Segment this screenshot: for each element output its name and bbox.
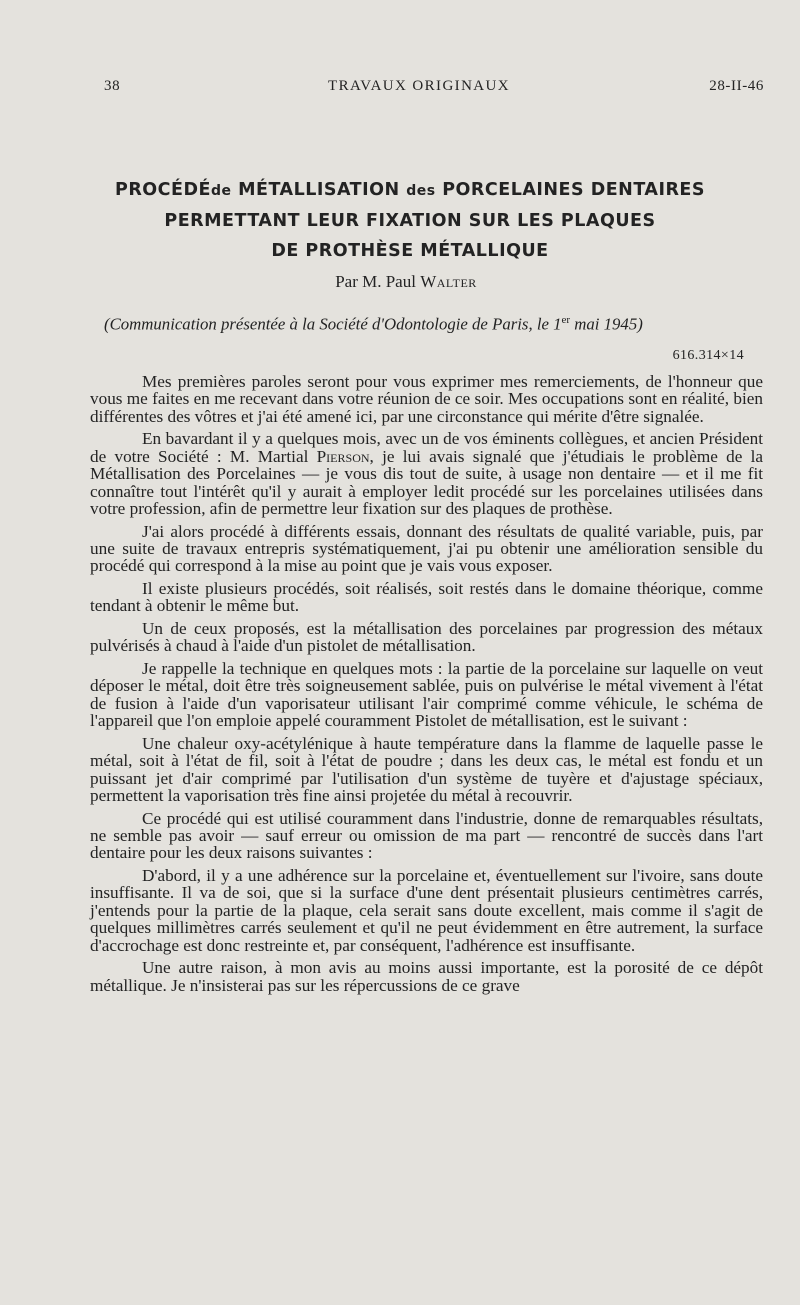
communication-note — [104, 314, 764, 335]
running-head-section: TRAVAUX ORIGINAUX — [328, 78, 511, 94]
paragraph-text: , je lui avais signalé que j'étudiais le problème de la Métallisation des Porcelaines — je vous dis tout de suite, à usage non dentaire — et il me fit connaître tout l'intérêt qu'il y aurait à employer ledit procédé sur les porcelaines utilisées dans votre profession, afin de permettre leur fixation sur des plaques de prothèse. — [90, 446, 764, 519]
title-line-2: PERMETTANT LEUR FIXATION SUR LES PLAQUES — [164, 211, 656, 231]
byline-prefix: Par M. Paul — [335, 272, 416, 291]
paragraph — [90, 430, 763, 517]
title-word: PROCÉDÉ — [115, 180, 211, 200]
person-name: Pierson — [316, 446, 370, 466]
running-head — [104, 78, 764, 95]
title-word: MÉTALLISATION — [238, 180, 400, 200]
paragraph-text: En bavardant il y a quelques mois, avec un de vos éminents collègues, et ancien Président de votre Société : M. Martial — [90, 429, 763, 466]
paragraph: Une autre raison, à mon avis au moins aussi importante, est la porosité de ce dépôt métallique. Je n'insisterai pas sur les répercussions de ce grave — [90, 958, 763, 995]
communication-text: (Communication présentée à la Société d'Odontologie de Paris, le 1 — [104, 314, 562, 334]
paragraph: Mes premières paroles seront pour vous exprimer mes remerciements, de l'honneur que vous me faites en me recevant dans votre réunion de ce soir. Mes occupations sont en réalité, bien différentes des vôtres et j'ai été amené ici, par une circonstance qui mérite d'être signalée. — [90, 372, 763, 426]
author-name: Walter — [420, 272, 477, 291]
paragraph: Je rappelle la technique en quelques mots : la partie de la porcelaine sur laquelle on veut déposer le métal, doit être très soigneusement sablée, puis on pulvérise le métal vivement à l'état de fusion à l'aide d'un vaporisateur utilisant l'air comprimé comme véhicule, le schéma de l'appareil que l'on emploie appelé couramment Pistolet de métallisation, est le suivant : — [90, 659, 763, 731]
paragraph: D'abord, il y a une adhérence sur la porcelaine et, éventuellement sur l'ivoire, sans doute insuffisante. Il va de soi, que si la surface d'une dent présentait plusieurs centimètres carrés, j'entends pour la partie de la plaque, cela serait sans doute excellent, mais comme il s'agit de quelques millimètres carrés seulement et qu'il ne peut évidemment en être autrement, la surface d'accrochage est donc restreinte et, par conséquent, l'adhérence est insuffisante. — [90, 866, 763, 955]
paragraph: J'ai alors procédé à différents essais, donnant des résultats de qualité variable, puis, par une suite de travaux entrepris systématiquement, j'ai pu obtenir une amélioration sensible du procédé qui correspond à la mise au point que je vais vous exposer. — [90, 521, 763, 576]
communication-end: mai 1945) — [574, 314, 643, 334]
page-number: 38 — [104, 78, 121, 94]
paragraph: Une chaleur oxy-acétylénique à haute température dans la flamme de laquelle passe le métal, soit à l'état de fil, soit à l'état de poudre ; dans les deux cas, le métal est fondu et un puissant jet d'air comprimé par l'utilisation d'un système de tuyère et d'ajustage spéciaux, permettent la vaporisation très fine ainsi projetée du métal à recouvrir. — [90, 733, 763, 806]
classification-code: 616.314×14 — [672, 348, 744, 363]
paragraph: Il existe plusieurs procédés, soit réalisés, soit restés dans le domaine théorique, comme tendant à obtenir le même but. — [90, 579, 763, 616]
running-head-date: 28-II-46 — [709, 78, 764, 94]
article-title — [110, 175, 710, 266]
paragraph: Un de ceux proposés, est la métallisation des porcelaines par progression des métaux pulvérisés à chaud à l'aide d'un pistolet de métallisation. — [90, 619, 763, 656]
byline — [0, 272, 800, 292]
title-word: PORCELAINES DENTAIRES — [442, 180, 705, 200]
paragraph: Ce procédé qui est utilisé couramment dans l'industrie, donne de remarquables résultats, ne semble pas avoir — sauf erreur ou omission de ma part — rencontré de succès dans l'art dentaire pour les deux raisons suivantes : — [90, 808, 763, 863]
article-body — [90, 373, 763, 999]
title-line-3: DE PROTHÈSE MÉTALLIQUE — [271, 241, 549, 261]
title-word: des — [406, 183, 436, 199]
communication-sup: er — [561, 314, 571, 326]
title-line-1 — [110, 175, 710, 206]
title-word: de — [210, 183, 232, 199]
